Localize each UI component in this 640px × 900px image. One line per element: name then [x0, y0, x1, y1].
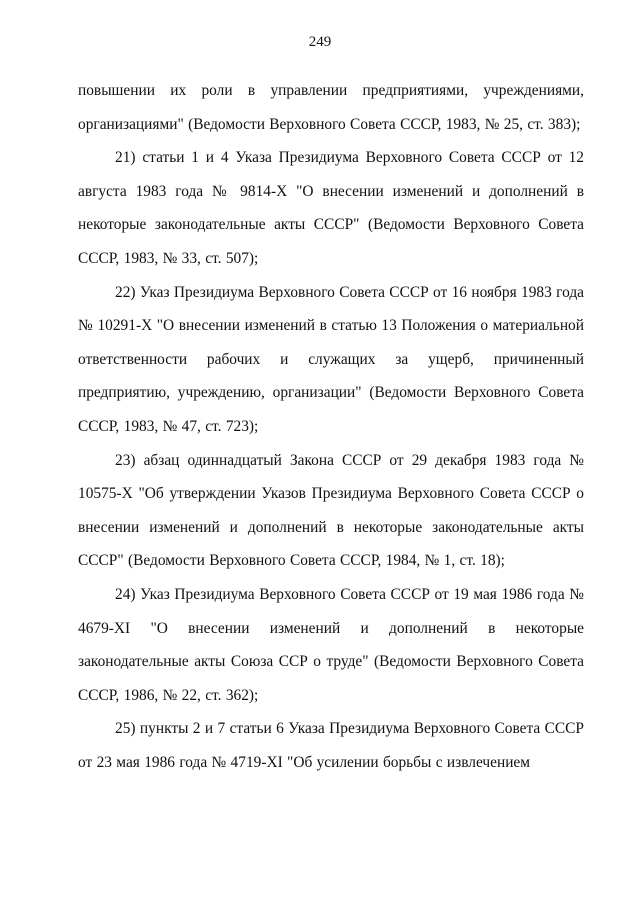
- paragraph-continued: повышении их роли в управлении предприятиями, учреждениями, организациями" (Ведомости Верховного Совета СССР, 1983, № 25, ст. 383);: [78, 82, 584, 133]
- paragraph-item-25: 25) пункты 2 и 7 статьи 6 Указа Президиума Верховного Совета СССР от 23 мая 1986 года № 4719-XI "Об усилении борьбы с извлечением: [78, 720, 584, 771]
- paragraph-item-22: 22) Указ Президиума Верховного Совета СССР от 16 ноября 1983 года № 10291-X "О внесении изменений в статью 13 Положения о материальной ответственности рабочих и служащих за ущерб, причиненный предприятию, учреждению, организации" (Ведомости Верховного Совета СССР, 1983, № 47, ст. 723);: [78, 283, 584, 435]
- page-number: 249: [308, 34, 332, 50]
- paragraph-item-23: 23) абзац одиннадцатый Закона СССР от 29 декабря 1983 года № 10575-X "Об утверждении Указов Президиума Верховного Совета СССР о внесении изменений и дополнений в некоторые законодательные акты СССР" (Ведомости Верховного Совета СССР, 1984, № 1, ст. 18);: [78, 451, 584, 570]
- paragraph-item-24: 24) Указ Президиума Верховного Совета СССР от 19 мая 1986 года № 4679-XI "О внесении изменений и дополнений в некоторые законодательные акты Союза ССР о труде" (Ведомости Верховного Совета СССР, 1986, № 22, ст. 362);: [78, 585, 584, 704]
- paragraph-item-21: 21) статьи 1 и 4 Указа Президиума Верховного Совета СССР от 12 августа 1983 года № 9814-X "О внесении изменений и дополнений в некоторые законодательные акты СССР" (Ведомости Верховного Совета СССР, 1983, № 33, ст. 507);: [78, 149, 584, 267]
- document-body: [78, 74, 584, 779]
